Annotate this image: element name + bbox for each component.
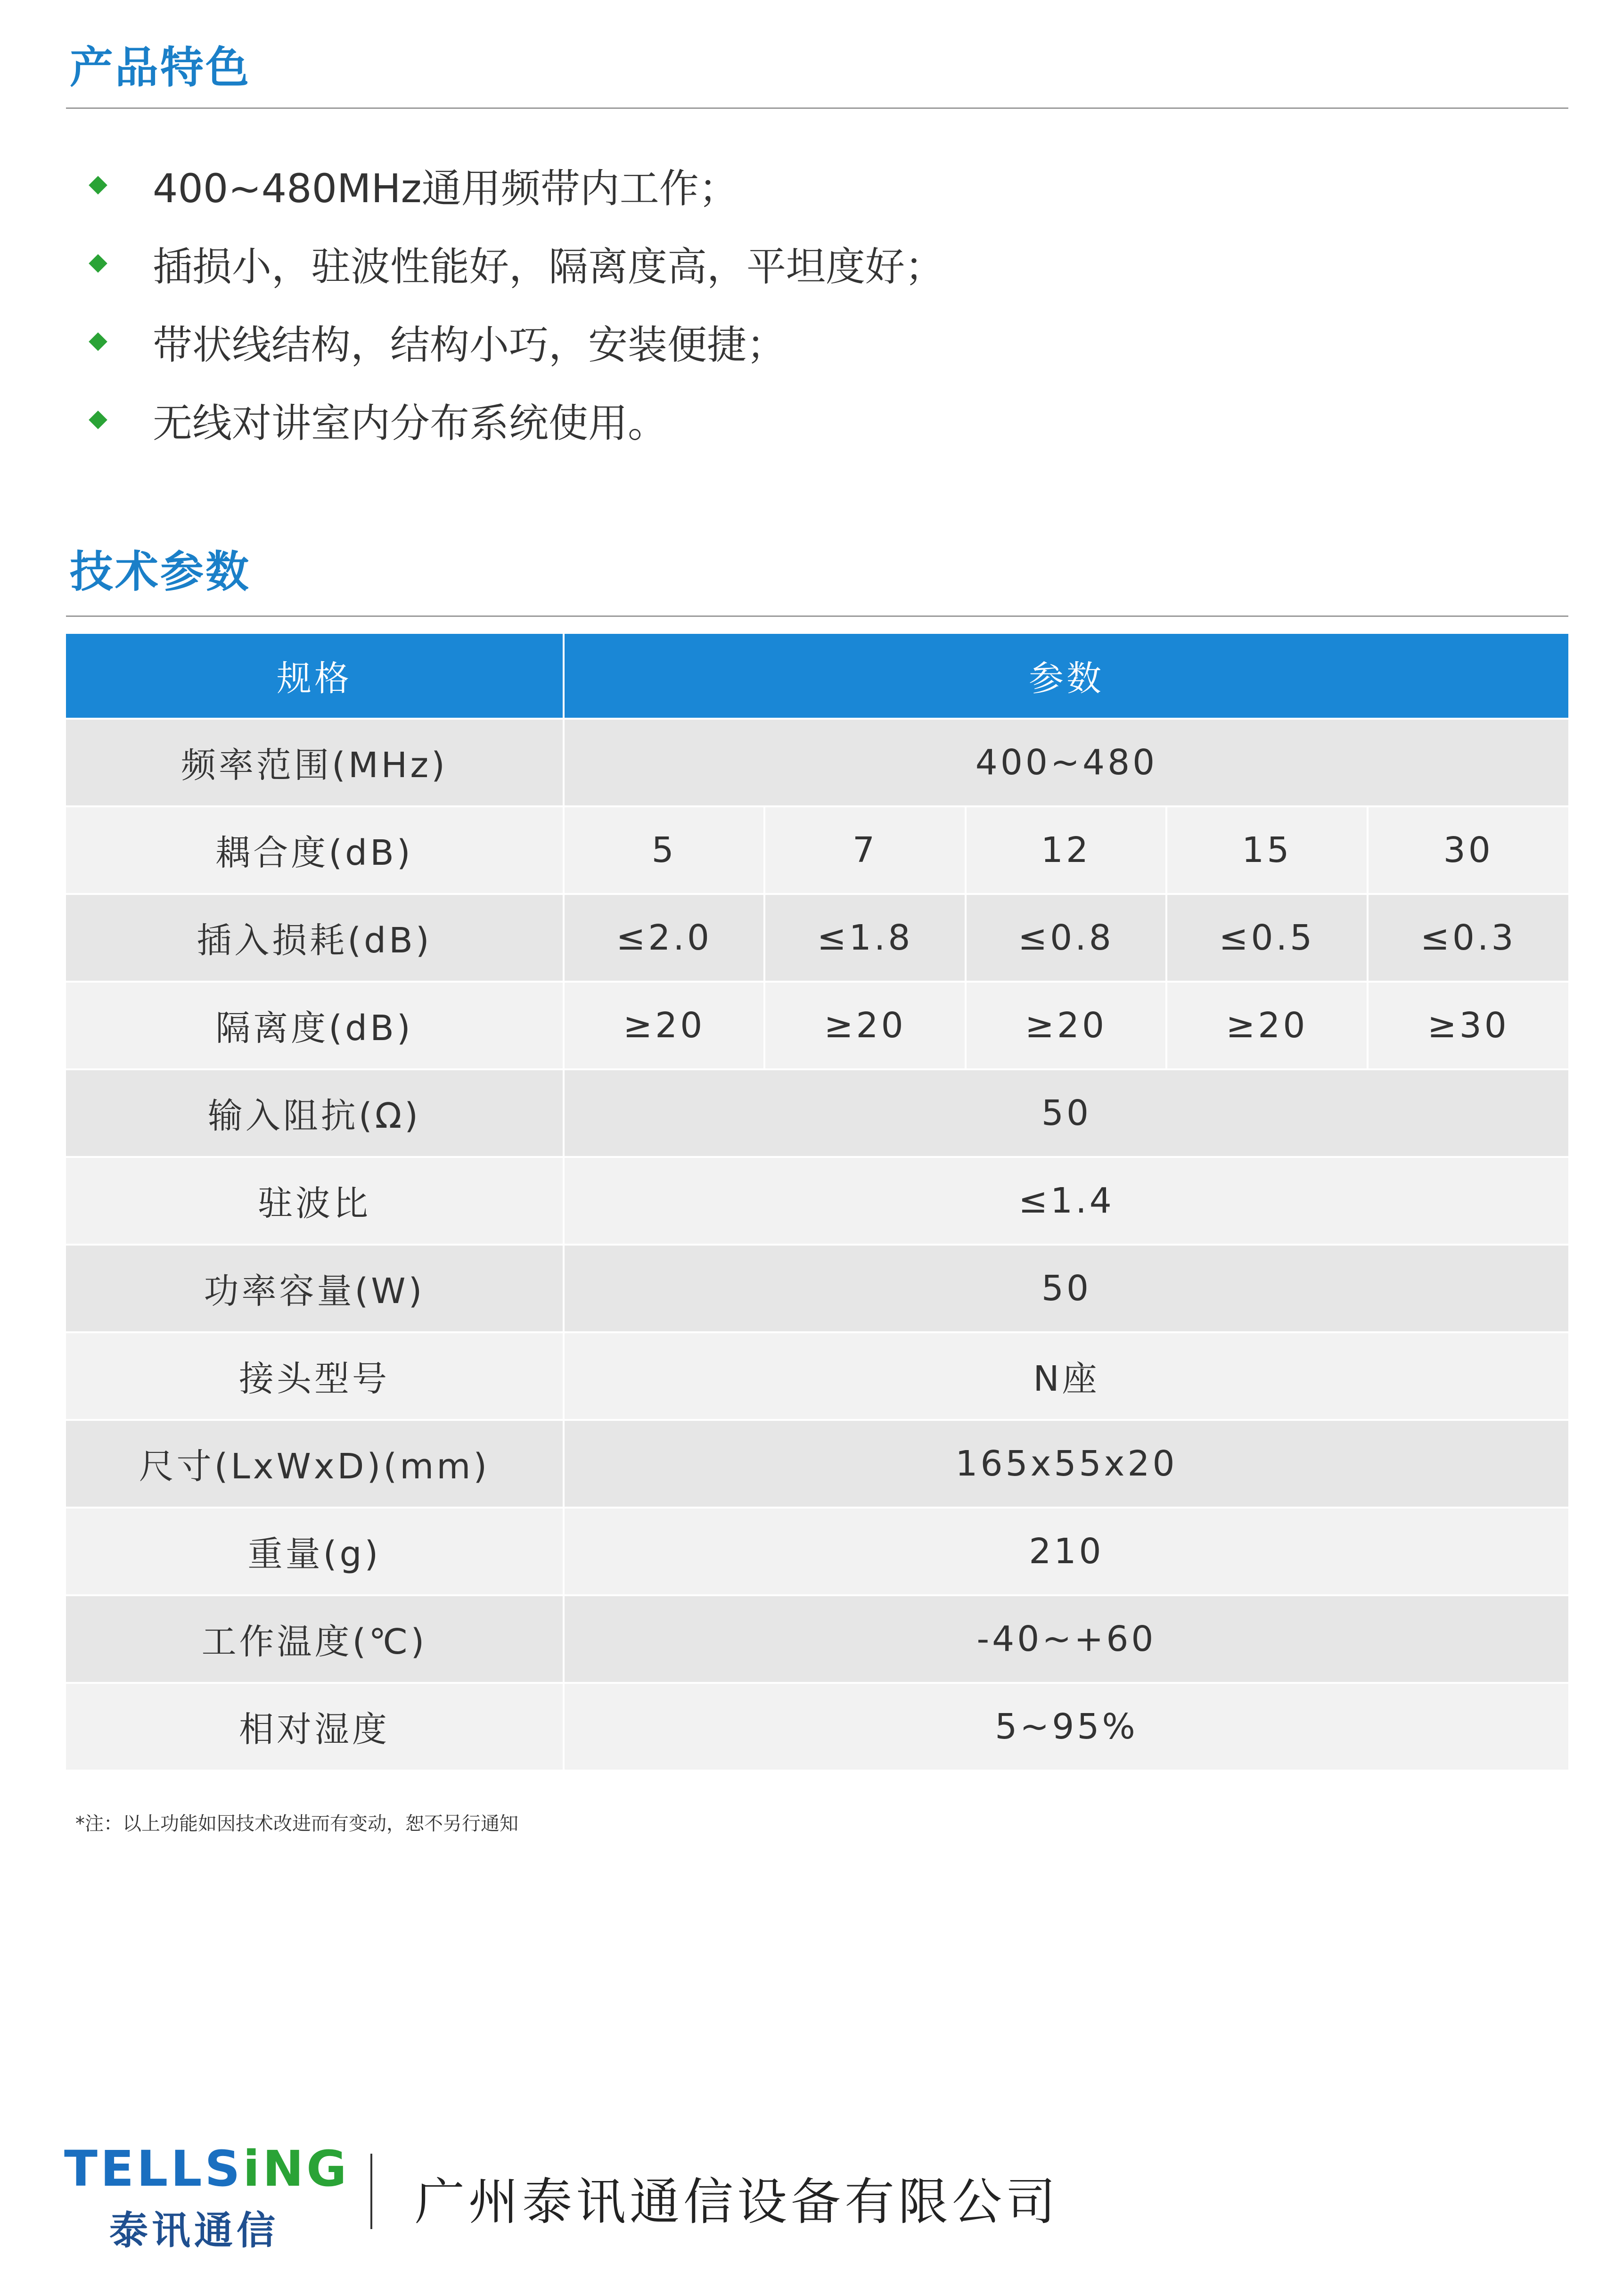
- feature-text: 400~480MHz通用频带内工作；: [153, 165, 738, 212]
- logo-text-b: i: [243, 2140, 263, 2198]
- diamond-bullet-icon: [89, 254, 107, 273]
- diamond-bullet-icon: [89, 176, 107, 195]
- row-label: 相对湿度: [66, 1683, 564, 1770]
- features-title: 产品特色: [70, 42, 251, 93]
- table-row: [66, 1069, 1568, 1157]
- row-value: 15: [1166, 806, 1367, 894]
- row-value: ≤0.8: [966, 894, 1166, 982]
- table-row: [66, 806, 1568, 894]
- row-value: N座: [564, 1332, 1568, 1420]
- specs-divider: [66, 615, 1568, 617]
- row-label: 频率范围(MHz): [66, 719, 564, 806]
- feature-item: [85, 224, 1499, 303]
- row-label: 耦合度(dB): [66, 806, 564, 894]
- row-value: ≤1.4: [564, 1157, 1568, 1245]
- row-value: ≥20: [764, 982, 965, 1069]
- table-row: [66, 1157, 1568, 1245]
- table-row: [66, 1595, 1568, 1683]
- row-value: ≥20: [966, 982, 1166, 1069]
- row-label: 驻波比: [66, 1157, 564, 1245]
- row-value: ≥20: [564, 982, 764, 1069]
- row-label: 插入损耗(dB): [66, 894, 564, 982]
- feature-item: [85, 146, 1499, 224]
- table-row: [66, 1332, 1568, 1420]
- header-spec: 规格: [66, 634, 564, 719]
- company-name: 广州泰讯通信设备有限公司: [415, 2173, 1059, 2231]
- features-list: [85, 146, 1499, 459]
- features-divider: [66, 107, 1568, 109]
- row-label: 重量(g): [66, 1508, 564, 1595]
- feature-text: 带状线结构，结构小巧，安装便捷；: [153, 321, 787, 368]
- feature-text: 插损小，驻波性能好，隔离度高，平坦度好；: [153, 243, 945, 290]
- logo-chinese-name: 泰讯通信: [109, 2208, 279, 2253]
- row-value: 400~480: [564, 719, 1568, 806]
- row-label: 功率容量(W): [66, 1245, 564, 1332]
- row-label: 尺寸(LxWxD)(mm): [66, 1420, 564, 1508]
- table-row: [66, 894, 1568, 982]
- header-param: 参数: [564, 634, 1568, 719]
- table-row: [66, 1683, 1568, 1770]
- spec-table: [66, 634, 1568, 1770]
- specs-title: 技术参数: [70, 547, 251, 597]
- row-value: 5: [564, 806, 764, 894]
- table-row: [66, 982, 1568, 1069]
- company-logo: [64, 2140, 350, 2255]
- row-label: 隔离度(dB): [66, 982, 564, 1069]
- logo-wordmark: [64, 2140, 350, 2198]
- row-value: ≤0.5: [1166, 894, 1367, 982]
- table-row: [66, 1420, 1568, 1508]
- row-value: 165x55x20: [564, 1420, 1568, 1508]
- spec-table-header: [66, 634, 1568, 719]
- row-value: ≥30: [1368, 982, 1568, 1069]
- row-label: 工作温度(℃): [66, 1595, 564, 1683]
- feature-item: [85, 303, 1499, 381]
- table-row: [66, 719, 1568, 806]
- row-value: -40~+60: [564, 1595, 1568, 1683]
- feature-item: [85, 381, 1499, 459]
- footnote: *注：以上功能如因技术改进而有变动，恕不另行通知: [75, 1813, 518, 1835]
- row-value: 30: [1368, 806, 1568, 894]
- footer-divider: [370, 2154, 372, 2229]
- diamond-bullet-icon: [89, 410, 107, 429]
- row-label: 输入阻抗(Ω): [66, 1069, 564, 1157]
- diamond-bullet-icon: [89, 332, 107, 351]
- row-label: 接头型号: [66, 1332, 564, 1420]
- row-value: ≤0.3: [1368, 894, 1568, 982]
- row-value: 50: [564, 1069, 1568, 1157]
- row-value: 210: [564, 1508, 1568, 1595]
- row-value: ≥20: [1166, 982, 1367, 1069]
- table-row: [66, 1245, 1568, 1332]
- table-row: [66, 1508, 1568, 1595]
- logo-text-a: TELLS: [64, 2140, 243, 2198]
- row-value: 50: [564, 1245, 1568, 1332]
- row-value: 7: [764, 806, 965, 894]
- row-value: 5~95%: [564, 1683, 1568, 1770]
- row-value: ≤1.8: [764, 894, 965, 982]
- row-value: ≤2.0: [564, 894, 764, 982]
- feature-text: 无线对讲室内分布系统使用。: [153, 400, 668, 446]
- row-value: 12: [966, 806, 1166, 894]
- logo-text-c: NG: [262, 2140, 350, 2198]
